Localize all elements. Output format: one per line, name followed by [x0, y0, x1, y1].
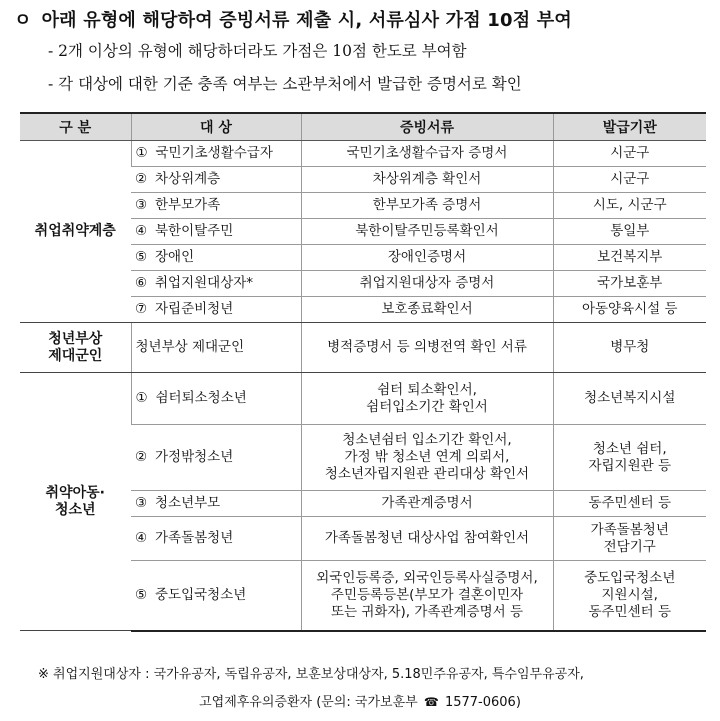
table-row — [20, 141, 706, 167]
target-cell — [131, 491, 301, 517]
eligibility-table — [20, 112, 706, 632]
item-number: ④ — [135, 223, 148, 239]
issuer-cell: 시군구 — [553, 167, 706, 193]
document-cell: 가족돌봄청년 대상사업 참여확인서 — [301, 517, 553, 561]
header-document: 증빙서류 — [301, 113, 553, 141]
telephone-icon: ☎ — [423, 695, 439, 709]
document-cell: 병적증명서 등 의병전역 확인 서류 — [301, 323, 553, 373]
target-label: 가정밖청소년 — [155, 449, 234, 465]
issuer-cell: 아동양육시설 등 — [553, 297, 706, 323]
issuer-cell: 동주민센터 등 — [553, 491, 706, 517]
item-number: ③ — [135, 495, 148, 511]
target-label: 가족돌봄청년 — [155, 530, 234, 546]
table-header-row — [20, 113, 706, 141]
target-cell — [131, 193, 301, 219]
document-cell: 국민기초생활수급자 증명서 — [301, 141, 553, 167]
document-cell: 청소년쉼터 입소기간 확인서, 가정 밖 청소년 연계 의뢰서, 청소년자립지원관 관리대상 확인서 — [301, 425, 553, 491]
header-category: 구 분 — [20, 113, 131, 141]
issuer-cell: 통일부 — [553, 219, 706, 245]
issuer-cell: 청소년복지시설 — [553, 373, 706, 425]
item-number: ④ — [135, 530, 148, 546]
item-number: ② — [135, 171, 148, 187]
target-cell — [131, 561, 301, 631]
target-label: 장애인 — [155, 249, 195, 265]
target-cell — [131, 323, 301, 373]
item-number: ⑥ — [135, 275, 148, 291]
target-label: 국민기초생활수급자 — [155, 145, 273, 161]
title-text: 아래 유형에 해당하여 증빙서류 제출 시, 서류심사 가점 10점 부여 — [41, 10, 572, 31]
target-label: 한부모가족 — [155, 197, 221, 213]
target-cell — [131, 297, 301, 323]
issuer-cell: 보건복지부 — [553, 245, 706, 271]
item-number: ② — [135, 449, 148, 465]
issuer-cell: 시군구 — [553, 141, 706, 167]
target-cell — [131, 219, 301, 245]
item-number: ① — [135, 390, 148, 406]
issuer-cell: 중도입국청소년 지원시설, 동주민센터 등 — [553, 561, 706, 631]
bullet-circle-icon: ㅇ — [14, 10, 32, 31]
footnote-phone: 1577-0606) — [444, 695, 521, 710]
item-number: ⑤ — [135, 249, 148, 265]
item-number: ⑦ — [135, 301, 148, 317]
target-cell — [131, 245, 301, 271]
page-title — [14, 6, 572, 32]
issuer-cell: 병무청 — [553, 323, 706, 373]
item-number: ③ — [135, 197, 148, 213]
footnote-line-2 — [0, 691, 720, 710]
target-cell — [131, 271, 301, 297]
issuer-cell: 시도, 시군구 — [553, 193, 706, 219]
target-label: 자립준비청년 — [155, 301, 234, 317]
group-label: 청년부상 제대군인 — [20, 323, 131, 373]
target-label: 청소년부모 — [155, 495, 221, 511]
item-number: ⑤ — [135, 586, 148, 603]
document-cell: 한부모가족 증명서 — [301, 193, 553, 219]
target-cell — [131, 425, 301, 491]
document-cell: 쉼터 퇴소확인서, 쉼터입소기간 확인서 — [301, 373, 553, 425]
footnote-line-1: ※ 취업지원대상자 : 국가유공자, 독립유공자, 보훈보상대상자, 5.18민주유공자, 특수임무유공자, — [38, 667, 584, 682]
issuer-cell: 청소년 쉼터, 자립지원관 등 — [553, 425, 706, 491]
document-cell: 장애인증명서 — [301, 245, 553, 271]
header-target: 대 상 — [131, 113, 301, 141]
target-label: 쉼터퇴소청소년 — [155, 390, 247, 406]
group-label: 취업취약계층 — [20, 141, 131, 323]
target-cell — [131, 373, 301, 425]
issuer-cell: 가족돌봄청년 전담기구 — [553, 517, 706, 561]
document-cell: 가족관계증명서 — [301, 491, 553, 517]
target-label: 중도입국청소년 — [155, 586, 247, 603]
document-cell: 차상위계층 확인서 — [301, 167, 553, 193]
document-cell: 북한이탈주민등록확인서 — [301, 219, 553, 245]
document-cell: 보호종료확인서 — [301, 297, 553, 323]
group-label: 취약아동· 청소년 — [20, 373, 131, 631]
item-number: ① — [135, 145, 148, 161]
issuer-cell: 국가보훈부 — [553, 271, 706, 297]
header-issuer: 발급기관 — [553, 113, 706, 141]
document-cell: 외국인등록증, 외국인등록사실증명서, 주민등록등본(부모가 결혼이민자 또는 귀화자), 가족관계증명서 등 — [301, 561, 553, 631]
table-row — [20, 323, 706, 373]
target-label: 차상위계층 — [155, 171, 221, 187]
target-cell — [131, 167, 301, 193]
target-cell — [131, 141, 301, 167]
target-label: 취업지원대상자* — [155, 275, 254, 291]
target-cell — [131, 517, 301, 561]
table-row — [20, 373, 706, 425]
target-label: 청년부상 제대군인 — [135, 339, 245, 355]
note-point-limit: - 2개 이상의 유형에 해당하더라도 가점은 10점 한도로 부여함 — [48, 42, 467, 60]
footnote-contact: 고엽제후유의증환자 (문의: 국가보훈부 — [199, 695, 418, 710]
target-label: 북한이탈주민 — [155, 223, 234, 239]
document-cell: 취업지원대상자 증명서 — [301, 271, 553, 297]
note-verification: - 각 대상에 대한 기준 충족 여부는 소관부처에서 발급한 증명서로 확인 — [48, 75, 522, 93]
